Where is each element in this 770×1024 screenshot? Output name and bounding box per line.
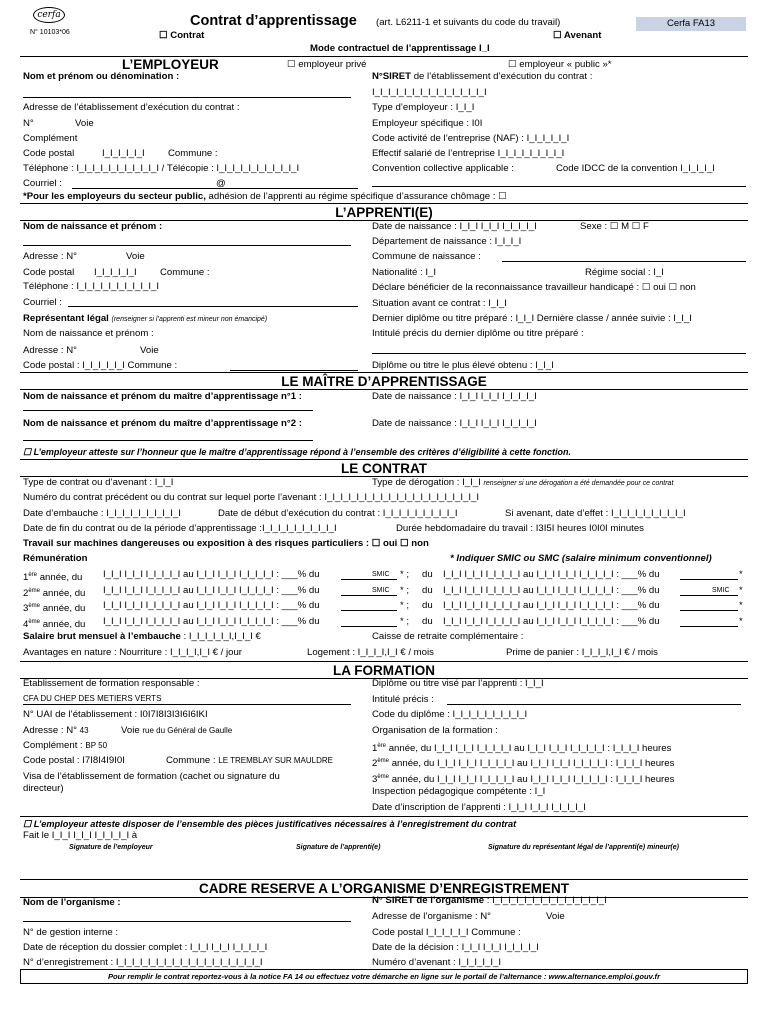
- maitre1-naissance[interactable]: Date de naissance : I_I_I I_I_I I_I_I_I_I: [372, 391, 537, 402]
- employeur-convention-field[interactable]: [372, 186, 746, 187]
- contrat-machines[interactable]: Travail sur machines dangereuses ou exposition à des risques particuliers : ☐ oui ☐ non: [23, 538, 429, 549]
- contrat-effet[interactable]: Si avenant, date d’effet : I_I_I_I_I_I_I_I_I_I: [505, 508, 686, 519]
- page-title: Contrat d’apprentissage: [190, 13, 357, 29]
- formation-intitule-label: Intitulé précis :: [372, 694, 434, 705]
- remuneration-ref-field-right-2[interactable]: [680, 595, 738, 596]
- remuneration-annee-1: 1ère année, du: [23, 572, 83, 584]
- maitre2-naissance[interactable]: Date de naissance : I_I_I I_I_I I_I_I_I_I: [372, 418, 537, 429]
- organisme-siret[interactable]: N° SIRET de l’organisme : I_I_I_I_I_I_I_I_I_I_I_I_I_I_I: [372, 895, 607, 906]
- maitre2-field[interactable]: [23, 440, 313, 441]
- remuneration-ref-left-2[interactable]: SMIC: [372, 587, 390, 594]
- maitre-attestation[interactable]: ☐ L’employeur atteste sur l’honneur que le maître d’apprentissage répond à l’ensemble des critères d’éligibilité à cette fonction.: [23, 447, 572, 457]
- avantages-nourriture[interactable]: Avantages en nature : Nourriture : I_I_I_I,I_I € / jour: [23, 647, 243, 658]
- remuneration-ref-field-left-3[interactable]: [341, 610, 397, 611]
- signature-apprenti[interactable]: Signature de l’apprenti(e): [296, 844, 381, 851]
- apprenti-commune-naissance-field[interactable]: [502, 261, 746, 262]
- employeur-voie-label: Voie: [75, 118, 94, 129]
- remuneration-du-2: du: [422, 585, 433, 596]
- organisme-cp[interactable]: Code postal I_I_I_I_I_I Commune :: [372, 927, 521, 938]
- apprenti-naissance[interactable]: Date de naissance : I_I_I I_I_I I_I_I_I_I: [372, 221, 537, 232]
- remuneration-dates-left-3[interactable]: I_I_I I_I_I I_I_I_I_I au I_I_I I_I_I I_I_I_I_I : ___% du: [103, 600, 320, 611]
- employeur-public-checkbox[interactable]: ☐ employeur « public »*: [508, 59, 612, 70]
- form-number: N° 10103*06: [30, 29, 70, 36]
- formation-organisation: Organisation de la formation :: [372, 725, 498, 736]
- signature-representant[interactable]: Signature du représentant légal de l’apprenti(e) mineur(e): [488, 844, 679, 851]
- employeur-convention: Convention collective applicable :: [372, 163, 514, 174]
- apprenti-dernier-diplome[interactable]: Dernier diplôme ou titre préparé : I_I_I Dernière classe / année suivie : I_I_I: [372, 313, 692, 324]
- employeur-siret: N°SIRET de l’établissement d’exécution du contrat :: [372, 71, 593, 82]
- contrat-duree[interactable]: Durée hebdomadaire du travail : I3I5I heures I0I0I minutes: [396, 523, 644, 534]
- employeur-nom-field[interactable]: [23, 97, 351, 98]
- remuneration-annee-2: 2ème année, du: [23, 588, 86, 600]
- apprenti-cp-label: Code postal: [23, 267, 75, 278]
- formation-complement[interactable]: Complément : BP 50: [23, 740, 108, 751]
- contrat-embauche[interactable]: Date d’embauche : I_I_I_I_I_I_I_I_I_I: [23, 508, 181, 519]
- organisme-voie: Voie: [546, 911, 565, 922]
- apprenti-plus-eleve[interactable]: Diplôme ou titre le plus élevé obtenu : I_I_I: [372, 360, 554, 371]
- cerfa-logo: cerfa: [33, 7, 65, 23]
- contrat-type[interactable]: Type de contrat ou d’avenant : I_I_I: [23, 477, 174, 488]
- remuneration-du-1: du: [422, 569, 433, 580]
- remuneration-dates-right-3[interactable]: I_I_I I_I_I I_I_I_I_I au I_I_I I_I_I I_I_I_I_I : ___% du: [443, 600, 660, 611]
- formation-code-diplome[interactable]: Code du diplôme : I_I_I_I_I_I_I_I_I_I: [372, 709, 528, 720]
- cerfa-badge: Cerfa FA13: [636, 17, 746, 31]
- public-note[interactable]: *Pour les employeurs du secteur public, adhésion de l’apprenti au régime spécifique d’assurance chômage : ☐: [23, 191, 507, 202]
- apprenti-nationalite[interactable]: Nationalité : I_I: [372, 267, 436, 278]
- formation-etab-label: Etablissement de formation responsable :: [23, 678, 200, 689]
- contrat-heading: LE CONTRAT: [341, 461, 427, 476]
- employeur-naf[interactable]: Code activité de l’entreprise (NAF) : I_I_I_I_I_I: [372, 133, 570, 144]
- remuneration-star-left-3: * ;: [400, 600, 410, 611]
- title-ref: (art. L6211-1 et suivants du code du travail): [376, 17, 561, 28]
- remuneration-ref-right-2[interactable]: SMIC: [712, 587, 730, 594]
- apprenti-situation[interactable]: Situation avant ce contrat : I_I_I: [372, 298, 507, 309]
- formation-etab-value[interactable]: CFA DU CHEP DES METIERS VERTS: [23, 694, 162, 703]
- employeur-effectif[interactable]: Effectif salarié de l’entreprise I_I_I_I_I_I_I_I_I: [372, 148, 565, 159]
- rep-nom-label: Nom de naissance et prénom :: [23, 328, 154, 339]
- apprenti-heading: L’APPRENTI(E): [335, 205, 433, 220]
- formation-adresse[interactable]: Adresse : N° 43: [23, 725, 89, 736]
- remuneration-annee-3: 3ème année, du: [23, 603, 86, 615]
- avenant-checkbox[interactable]: ☐ Avenant: [553, 30, 602, 41]
- fait-le[interactable]: Fait le I_I_I I_I_I I_I_I_I_I à: [23, 830, 138, 841]
- employeur-prive-checkbox[interactable]: ☐ employeur privé: [287, 59, 367, 70]
- employeur-siret-field[interactable]: I_I_I_I_I_I_I_I_I_I_I_I_I_I_I: [372, 87, 487, 98]
- rep-commune-field[interactable]: [230, 370, 358, 371]
- organisme-avenant[interactable]: Numéro d’avenant : I_I_I_I_I_I: [372, 957, 502, 968]
- avantages-logement[interactable]: Logement : I_I_I_I,I_I € / mois: [307, 647, 434, 658]
- formation-heading: LA FORMATION: [333, 663, 435, 678]
- contrat-numero[interactable]: Numéro du contrat précédent ou du contrat sur lequel porte l’avenant : I_I_I_I_I_I_I_I_I_I_I_I_I_I_I_I_I_I_I_I: [23, 492, 480, 503]
- remuneration-dates-left-2[interactable]: I_I_I I_I_I I_I_I_I_I au I_I_I I_I_I I_I_I_I_I : ___% du: [103, 585, 320, 596]
- apprenti-courriel-field[interactable]: [68, 306, 358, 307]
- employeur-commune-label: Commune :: [168, 148, 218, 159]
- remuneration-star-left-1: * ;: [400, 569, 410, 580]
- remuneration-star-right-1: *: [739, 569, 743, 580]
- apprenti-courriel-label: Courriel :: [23, 297, 62, 308]
- apprenti-commune-naissance: Commune de naissance :: [372, 251, 481, 262]
- formation-intitule-field[interactable]: [447, 704, 741, 705]
- salaire-brut[interactable]: Salaire brut mensuel à l’embauche : I_I_I_I_I_I,I_I_I €: [23, 631, 261, 642]
- formation-inspection[interactable]: Inspection pédagogique compétente : I_I: [372, 786, 546, 797]
- employeur-courriel-label: Courriel :: [23, 178, 62, 189]
- formation-annee-2[interactable]: 2ème année, du I_I_I I_I_I I_I_I_I_I au I_I_I I_I_I I_I_I_I_I : I_I_I_I heures: [372, 758, 675, 770]
- organisme-decision[interactable]: Date de la décision : I_I_I I_I_I I_I_I_I_I: [372, 942, 539, 953]
- remuneration-label: Rémunération: [23, 553, 88, 564]
- employeur-telephone[interactable]: Téléphone : I_I_I_I_I_I_I_I_I_I_I / Télécopie : I_I_I_I_I_I_I_I_I_I_I: [23, 163, 300, 174]
- formation-uai[interactable]: N° UAI de l’établissement : I0I7I8I3I3I6I6IKI: [23, 709, 208, 720]
- footer-note: Pour remplir le contrat reportez-vous à la notice FA 14 ou effectuez votre démarche en ligne sur le portail de l’alternance : www.alternance.emploi.gouv.fr: [20, 969, 748, 984]
- apprenti-nom-label: Nom de naissance et prénom :: [23, 221, 163, 232]
- remuneration-du-3: du: [422, 600, 433, 611]
- organisme-gestion[interactable]: N° de gestion interne :: [23, 927, 119, 938]
- contrat-fin[interactable]: Date de fin du contrat ou de la période d’apprentissage :I_I_I_I_I_I_I_I_I_I: [23, 523, 337, 534]
- formation-voie[interactable]: Voie rue du Général de Gaulle: [121, 725, 233, 736]
- remuneration-ref-field-left-4[interactable]: [341, 626, 397, 627]
- smic-note: * Indiquer SMIC ou SMC (salaire minimum conventionnel): [450, 553, 712, 564]
- remuneration-ref-field-left-1[interactable]: [341, 579, 397, 580]
- employeur-nom-label: Nom et prénom ou dénomination :: [23, 71, 180, 82]
- organisme-enregistrement[interactable]: N° d’enregistrement : I_I_I_I_I_I_I_I_I_I_I_I_I_I_I_I_I_I_I: [23, 957, 263, 968]
- remuneration-dates-right-1[interactable]: I_I_I I_I_I I_I_I_I_I au I_I_I I_I_I I_I_I_I_I : ___% du: [443, 569, 660, 580]
- employeur-heading: L’EMPLOYEUR: [122, 57, 219, 72]
- employeur-complement-label: Complément: [23, 133, 78, 144]
- remuneration-star-right-3: *: [739, 600, 743, 611]
- organisme-nom-field[interactable]: [23, 921, 351, 922]
- rep-voie-label: Voie: [140, 345, 159, 356]
- contrat-checkbox[interactable]: ☐ Contrat: [159, 30, 205, 41]
- remuneration-star-right-4: *: [739, 616, 743, 627]
- remuneration-star-right-2: *: [739, 585, 743, 596]
- employeur-idcc[interactable]: Code IDCC de la convention I_I_I_I_I: [556, 163, 715, 174]
- at-sign: @: [216, 178, 226, 189]
- contrat-debut[interactable]: Date de début d’exécution du contrat : I_I_I_I_I_I_I_I_I_I: [218, 508, 458, 519]
- formation-annee-1[interactable]: 1ère année, du I_I_I I_I_I I_I_I_I_I au I_I_I I_I_I I_I_I_I_I : I_I_I_I heures: [372, 743, 672, 755]
- employeur-no-label: N°: [23, 118, 34, 129]
- caisse-retraite[interactable]: Caisse de retraite complémentaire :: [372, 631, 524, 642]
- contrat-derogation[interactable]: Type de dérogation : I_I_I renseigner si une dérogation a été demandée pour ce contrat: [372, 477, 674, 488]
- apprenti-cp-field[interactable]: I_I_I_I_I_I: [94, 267, 137, 278]
- employeur-adresse-label: Adresse de l’établissement d’exécution du contrat :: [23, 102, 240, 113]
- pieces-attestation[interactable]: ☐ L’employeur atteste disposer de l’ensemble des pièces justificatives nécessaires à l’enregistrement du contrat: [23, 819, 517, 829]
- remuneration-annee-4: 4ème année, du: [23, 619, 86, 631]
- remuneration-ref-left-1[interactable]: SMIC: [372, 571, 390, 578]
- organisme-adresse: Adresse de l’organisme : N°: [372, 911, 492, 922]
- remuneration-du-4: du: [422, 616, 433, 627]
- maitre-heading: LE MAÎTRE D’APPRENTISSAGE: [281, 374, 487, 389]
- apprenti-sexe[interactable]: Sexe : ☐ M ☐ F: [580, 221, 649, 232]
- employeur-courriel-field[interactable]: [72, 188, 358, 189]
- formation-diplome[interactable]: Diplôme ou titre visé par l’apprenti : I_I_I: [372, 678, 544, 689]
- formation-annee-3[interactable]: 3ème année, du I_I_I I_I_I I_I_I_I_I au I_I_I I_I_I I_I_I_I_I : I_I_I_I heures: [372, 774, 675, 786]
- employeur-cp-field[interactable]: I_I_I_I_I_I: [102, 148, 145, 159]
- maitre2-label: Nom de naissance et prénom du maître d’apprentissage n°2 :: [23, 418, 302, 429]
- formation-commune[interactable]: Commune : LE TREMBLAY SUR MAULDRE: [166, 755, 333, 766]
- formation-inscription[interactable]: Date d’inscription de l’apprenti : I_I_I I_I_I I_I_I_I_I: [372, 802, 586, 813]
- apprenti-voie-label: Voie: [126, 251, 145, 262]
- apprenti-handicap[interactable]: Déclare bénéficier de la reconnaissance travailleur handicapé : ☐ oui ☐ non: [372, 282, 696, 293]
- employeur-specifique[interactable]: Employeur spécifique : I0I: [372, 118, 483, 129]
- remuneration-star-left-4: * ;: [400, 616, 410, 627]
- apprenti-intitule: Intitulé précis du dernier diplôme ou titre préparé :: [372, 328, 584, 339]
- remuneration-ref-field-right-3[interactable]: [680, 610, 738, 611]
- organisme-heading: CADRE RESERVE A L’ORGANISME D’ENREGISTREMENT: [198, 881, 570, 896]
- remuneration-star-left-2: * ;: [400, 585, 410, 596]
- organisme-reception[interactable]: Date de réception du dossier complet : I_I_I I_I_I I_I_I_I_I: [23, 942, 268, 953]
- formation-visa-2: directeur): [23, 783, 64, 794]
- remuneration-ref-field-left-2[interactable]: [341, 595, 397, 596]
- apprenti-intitule-field[interactable]: [372, 353, 746, 354]
- employeur-cp-label: Code postal: [23, 148, 75, 159]
- signature-employeur[interactable]: Signature de l’employeur: [69, 844, 153, 851]
- formation-cp[interactable]: Code postal : I7I8I4I9I0I: [23, 755, 125, 766]
- remuneration-dates-left-1[interactable]: I_I_I I_I_I I_I_I_I_I au I_I_I I_I_I I_I_I_I_I : ___% du: [103, 569, 320, 580]
- remuneration-dates-right-2[interactable]: I_I_I I_I_I I_I_I_I_I au I_I_I I_I_I I_I_I_I_I : ___% du: [443, 585, 660, 596]
- apprenti-departement[interactable]: Département de naissance : I_I_I_I: [372, 236, 522, 247]
- remuneration-dates-left-4[interactable]: I_I_I I_I_I I_I_I_I_I au I_I_I I_I_I I_I_I_I_I : ___% du: [103, 616, 320, 627]
- employeur-type[interactable]: Type d’employeur : I_I_I: [372, 102, 475, 113]
- apprenti-nom-field[interactable]: [23, 245, 351, 246]
- rep-cp[interactable]: Code postal : I_I_I_I_I_I Commune :: [23, 360, 178, 371]
- maitre1-field[interactable]: [23, 410, 313, 411]
- mode-contractuel[interactable]: Mode contractuel de l’apprentissage I_I: [310, 43, 490, 54]
- rep-adresse-label: Adresse : N°: [23, 345, 77, 356]
- remuneration-ref-field-right-1[interactable]: [680, 579, 738, 580]
- avantages-panier[interactable]: Prime de panier : I_I_I_I,I_I € / mois: [506, 647, 658, 658]
- remuneration-dates-right-4[interactable]: I_I_I I_I_I I_I_I_I_I au I_I_I I_I_I I_I_I_I_I : ___% du: [443, 616, 660, 627]
- apprenti-regime[interactable]: Régime social : I_I: [585, 267, 664, 278]
- maitre1-label: Nom de naissance et prénom du maître d’apprentissage n°1 :: [23, 391, 302, 402]
- representant-legal: Représentant légal (renseigner si l’apprenti est mineur non émancipé): [23, 313, 268, 324]
- organisme-nom-label: Nom de l’organisme :: [23, 897, 121, 908]
- formation-visa: Visa de l’établissement de formation (cachet ou signature du: [23, 771, 280, 782]
- apprenti-commune-label: Commune :: [160, 267, 210, 278]
- apprenti-adresse-label: Adresse : N°: [23, 251, 77, 262]
- remuneration-ref-field-right-4[interactable]: [680, 626, 738, 627]
- apprenti-telephone[interactable]: Téléphone : I_I_I_I_I_I_I_I_I_I_I: [23, 281, 160, 292]
